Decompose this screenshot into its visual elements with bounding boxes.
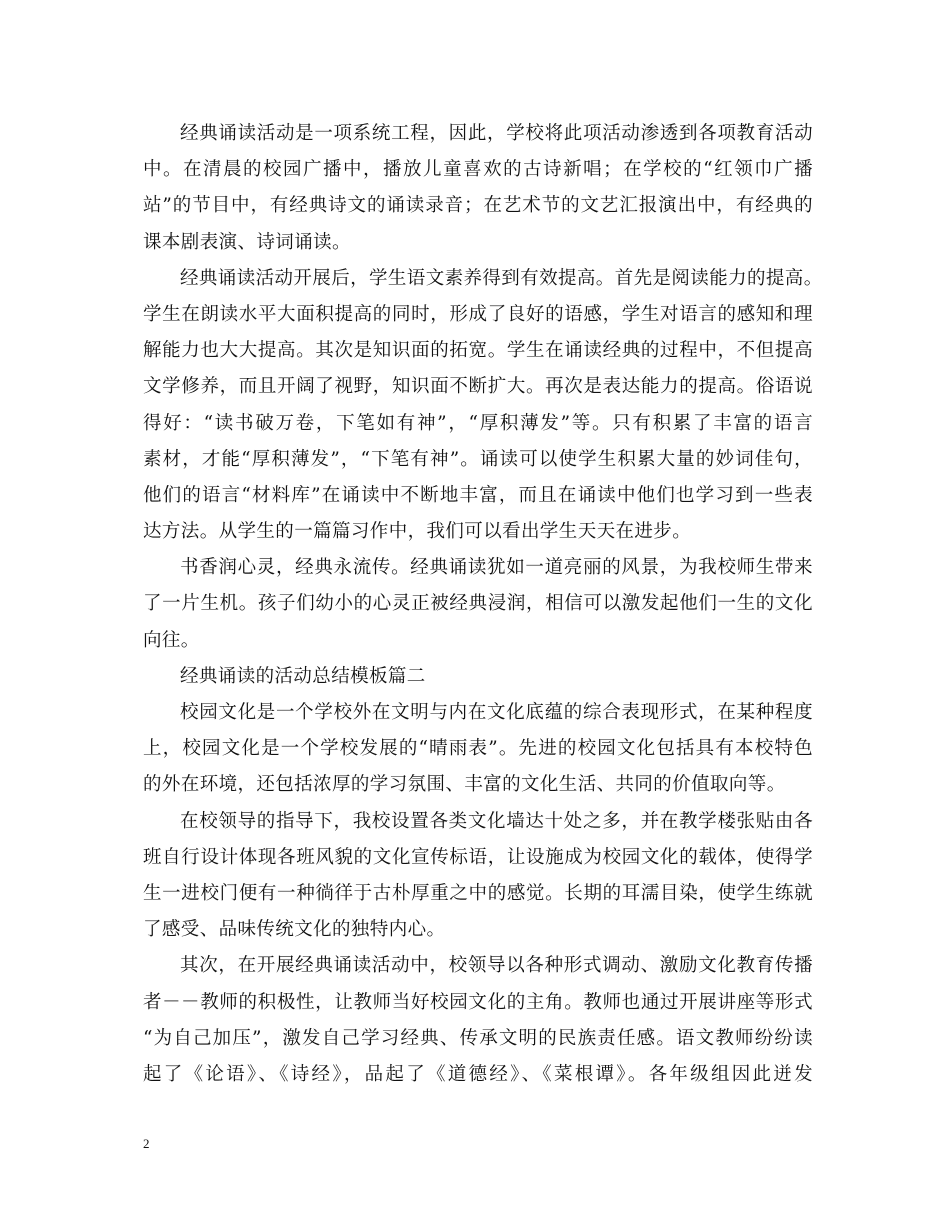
text-line: 课本剧表演、诗词诵读。 <box>143 231 351 253</box>
text-line: 了一片生机。孩子们幼小的心灵正被经典浸润，相信可以激发起他们一生的文化 <box>143 593 813 615</box>
text-line: 书香润心灵，经典永流传。经典诵读犹如一道亮丽的风景，为我校师生带来 <box>180 557 813 579</box>
text-line: 起了《论语》、《诗经》，品起了《道德经》、《菜根谭》。各年级组因此迸发 <box>143 1063 813 1085</box>
text-line: 者－－教师的积极性，让教师当好校园文化的主角。教师也通过开展讲座等形式 <box>143 991 813 1013</box>
text-line: 中。在清晨的校园广播中，播放儿童喜欢的古诗新唱；在学校的“红领巾广播 <box>143 159 813 181</box>
page-number: 2 <box>143 1136 150 1151</box>
text-line: 学生在朗读水平大面积提高的同时，形成了良好的语感，学生对语言的感知和理 <box>143 303 813 325</box>
text-line: 校园文化是一个学校外在文明与内在文化底蕴的综合表现形式，在某种程度 <box>180 702 813 723</box>
text-line: 在校领导的指导下，我校设置各类文化墙达十处之多，并在教学楼张贴由各 <box>180 810 813 832</box>
text-line: 经典诵读活动开展后，学生语文素养得到有效提高。首先是阅读能力的提高。 <box>180 267 823 289</box>
text-line: 班自行设计体现各班风貌的文化宣传标语，让设施成为校园文化的载体，使得学 <box>143 846 813 868</box>
text-line: 上，校园文化是一个学校发展的“晴雨表”。先进的校园文化包括具有本校特色 <box>143 738 813 760</box>
text-line: 他们的语言“材料库”在诵读中不断地丰富，而且在诵读中他们也学习到一些表 <box>143 484 813 506</box>
text-line: 素材，才能“厚积薄发”，“下笔有神”。诵读可以使学生积累大量的妙词佳句， <box>143 448 813 470</box>
text-line: 向往。 <box>143 629 200 651</box>
text-line: 经典诵读活动是一项系统工程，因此，学校将此项活动渗透到各项教育活动 <box>180 123 813 144</box>
section-heading: 经典诵读的活动总结模板篇二 <box>180 665 426 687</box>
text-line: 了感受、品味传统文化的独特内心。 <box>143 919 446 941</box>
text-line: 的外在环境，还包括浓厚的学习氛围、丰富的文化生活、共同的价值取向等。 <box>143 774 786 796</box>
text-line: 站”的节目中，有经典诗文的诵读录音；在艺术节的文艺汇报演出中，有经典的 <box>143 195 813 217</box>
text-line: 解能力也大大提高。其次是知识面的拓宽。学生在诵读经典的过程中，不但提高 <box>143 340 813 362</box>
text-line: 达方法。从学生的一篇篇习作中，我们可以看出学生天天在进步。 <box>143 521 692 543</box>
text-line: 生一进校门便有一种徜徉于古朴厚重之中的感觉。长期的耳濡目染，使学生练就 <box>143 882 813 904</box>
text-line: 文学修养，而且开阔了视野，知识面不断扩大。再次是表达能力的提高。俗语说 <box>143 376 813 398</box>
text-line: “为自己加压”，激发自己学习经典、传承文明的民族责任感。语文教师纷纷读 <box>143 1027 813 1049</box>
text-line: 其次，在开展经典诵读活动中，校领导以各种形式调动、激励文化教育传播 <box>180 955 813 977</box>
text-line: 得好：“读书破万卷，下笔如有神”，“厚积薄发”等。只有积累了丰富的语言 <box>143 412 813 434</box>
document-body <box>143 116 823 1093</box>
